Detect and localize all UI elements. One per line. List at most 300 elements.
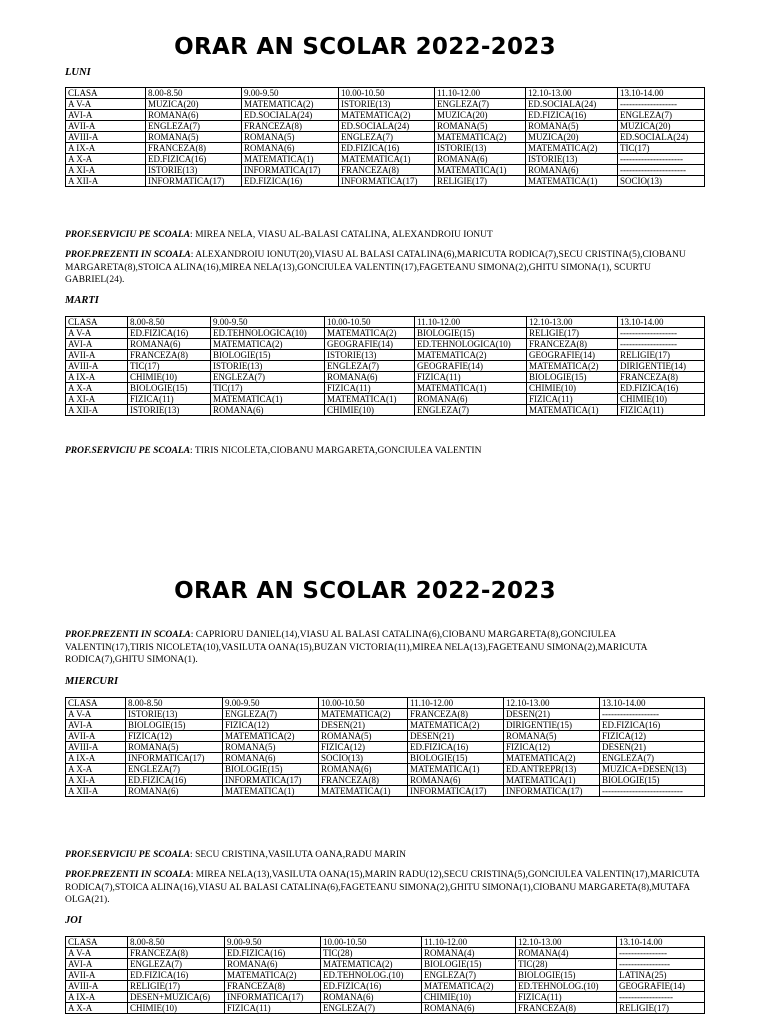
subject-cell: FIZICA(11) bbox=[527, 394, 618, 405]
subject-cell: ------------------- bbox=[600, 709, 705, 720]
subject-cell: INFORMATICA(17) bbox=[223, 775, 319, 786]
subject-cell: FIZICA(12) bbox=[223, 720, 319, 731]
subject-cell: FIZICA(11) bbox=[415, 372, 527, 383]
header-time-slot: 10.00-10.50 bbox=[321, 937, 422, 948]
subject-cell: GEOGRAFIE(14) bbox=[617, 981, 705, 992]
subject-cell: INFORMATICA(17) bbox=[225, 992, 321, 1003]
subject-cell: ROMANA(5) bbox=[526, 121, 618, 132]
subject-cell: ROMANA(6) bbox=[128, 339, 211, 350]
subject-cell: ISTORIE(13) bbox=[325, 350, 415, 361]
header-time-slot: 11.10-12.00 bbox=[408, 698, 504, 709]
subject-cell: CHIMIE(10) bbox=[618, 394, 705, 405]
subject-cell: ------------------- bbox=[618, 328, 705, 339]
subject-cell: ISTORIE(13) bbox=[211, 361, 325, 372]
table-row bbox=[66, 753, 705, 764]
subject-cell: RELIGIE(17) bbox=[435, 176, 526, 187]
prezenti-label: PROF.PREZENTI IN SCOALA bbox=[65, 870, 191, 880]
subject-cell: MATEMATICA(2) bbox=[319, 709, 408, 720]
subject-cell: RELIGIE(17) bbox=[617, 1003, 705, 1014]
subject-cell: DESEN+MUZICA(6) bbox=[128, 992, 225, 1003]
serviciu-luni: PROF.SERVICIU PE SCOALA: MIREA NELA, VIASU AL-BALASI CATALINA, ALEXANDROIU IONUT bbox=[65, 230, 493, 240]
class-cell: AVIII-A bbox=[66, 981, 128, 992]
subject-cell: ED.FIZICA(16) bbox=[242, 176, 339, 187]
class-cell: A IX-A bbox=[66, 753, 126, 764]
header-row bbox=[66, 317, 705, 328]
subject-cell: MATEMATICA(1) bbox=[526, 176, 618, 187]
class-cell: AVIII-A bbox=[66, 361, 128, 372]
subject-cell: TIC(28) bbox=[516, 959, 617, 970]
subject-cell: MATEMATICA(2) bbox=[211, 339, 325, 350]
class-cell: AVII-A bbox=[66, 121, 146, 132]
subject-cell: MATEMATICA(2) bbox=[504, 753, 600, 764]
header-time-slot: 12.10-13.00 bbox=[526, 88, 618, 99]
subject-cell: ROMANA(6) bbox=[526, 165, 618, 176]
class-cell: A V-A bbox=[66, 709, 126, 720]
subject-cell: ROMANA(5) bbox=[126, 742, 223, 753]
table-row bbox=[66, 394, 705, 405]
subject-cell: BIOLOGIE(15) bbox=[422, 959, 516, 970]
subject-cell: SOCIO(13) bbox=[618, 176, 705, 187]
serviciu-names: SECU CRISTINA,VASILUTA OANA,RADU MARIN bbox=[192, 850, 407, 860]
subject-cell: MATEMATICA(1) bbox=[211, 394, 325, 405]
class-cell: A XII-A bbox=[66, 786, 126, 797]
subject-cell: MATEMATICA(2) bbox=[526, 143, 618, 154]
subject-cell: TIC(17) bbox=[211, 383, 325, 394]
class-cell: A XII-A bbox=[66, 176, 146, 187]
subject-cell: ENGLEZA(7) bbox=[146, 121, 242, 132]
table-row bbox=[66, 165, 705, 176]
subject-cell: BIOLOGIE(15) bbox=[223, 764, 319, 775]
table-row bbox=[66, 1003, 705, 1014]
subject-cell: --------------------------- bbox=[600, 786, 705, 797]
subject-cell: ROMANA(6) bbox=[422, 1003, 516, 1014]
subject-cell: --------------------- bbox=[618, 154, 705, 165]
header-time-slot: 13.10-14.00 bbox=[618, 317, 705, 328]
subject-cell: ED.FIZICA(16) bbox=[600, 720, 705, 731]
header-time-slot: 13.10-14.00 bbox=[617, 937, 705, 948]
prezenti-luni: PROF.PREZENTI IN SCOALA: ALEXANDROIU IONUT(20),VIASU AL BALASI CATALINA(6),MARICUTA RODICA(7),SECU CRISTINA(5),CIOBANU MARGARETA(8),STOICA ALINA(16),MIREA NELA(13),GONCIULEA VALENTIN(17),FAGETEANU SIMONA(2),GHITU SIMONA(1), SCURTU GABRIEL(24). bbox=[65, 250, 686, 285]
class-cell: A XII-A bbox=[66, 405, 128, 416]
table-row bbox=[66, 121, 705, 132]
subject-cell: ENGLEZA(7) bbox=[422, 970, 516, 981]
table-row bbox=[66, 143, 705, 154]
subject-cell: MUZICA(20) bbox=[618, 121, 705, 132]
subject-cell: CHIMIE(10) bbox=[128, 1003, 225, 1014]
header-time-slot: 9.00-9.50 bbox=[242, 88, 339, 99]
subject-cell: MATEMATICA(2) bbox=[325, 328, 415, 339]
table-row bbox=[66, 731, 705, 742]
table-row bbox=[66, 981, 705, 992]
subject-cell: ROMANA(4) bbox=[422, 948, 516, 959]
class-cell: AVI-A bbox=[66, 959, 128, 970]
prezenti-page2: PROF.PREZENTI IN SCOALA: CAPRIORU DANIEL(14),VIASU AL BALASI CATALINA(6),CIOBANU MARGARETA(8),GONCIULEA VALENTIN(17),TIRIS NICOLETA(10),VASILUTA OANA(15),BUZAN VICTORIA(11),MIREA NELA(13),FAGETEANU SIMONA(2),MARICUTA RODICA(7),GHITU SIMONA(1). bbox=[65, 630, 648, 665]
header-time-slot: 12.10-13.00 bbox=[527, 317, 618, 328]
subject-cell: ROMANA(6) bbox=[242, 143, 339, 154]
subject-cell: INFORMATICA(17) bbox=[242, 165, 339, 176]
table-row bbox=[66, 786, 705, 797]
header-time-slot: 12.10-13.00 bbox=[516, 937, 617, 948]
subject-cell: MATEMATICA(1) bbox=[408, 764, 504, 775]
subject-cell: ROMANA(4) bbox=[516, 948, 617, 959]
subject-cell: ISTORIE(13) bbox=[146, 165, 242, 176]
subject-cell: ENGLEZA(7) bbox=[128, 959, 225, 970]
subject-cell: DIRIGENTIE(14) bbox=[618, 361, 705, 372]
subject-cell: ROMANA(5) bbox=[435, 121, 526, 132]
subject-cell: TIC(17) bbox=[618, 143, 705, 154]
subject-cell: ENGLEZA(7) bbox=[325, 361, 415, 372]
header-time-slot: 8.00-8.50 bbox=[128, 937, 225, 948]
subject-cell: MATEMATICA(1) bbox=[339, 154, 435, 165]
subject-cell: ED.ANTREPR(13) bbox=[504, 764, 600, 775]
subject-cell: BIOLOGIE(15) bbox=[408, 753, 504, 764]
table-row bbox=[66, 959, 705, 970]
subject-cell: ED.FIZICA(16) bbox=[126, 775, 223, 786]
table-row bbox=[66, 99, 705, 110]
subject-cell: ROMANA(5) bbox=[319, 731, 408, 742]
subject-cell: ENGLEZA(7) bbox=[339, 132, 435, 143]
class-cell: AVIII-A bbox=[66, 132, 146, 143]
subject-cell: ISTORIE(13) bbox=[126, 709, 223, 720]
subject-cell: ROMANA(5) bbox=[223, 742, 319, 753]
subject-cell: ENGLEZA(7) bbox=[415, 405, 527, 416]
prezenti-miercuri: PROF.PREZENTI IN SCOALA: MIREA NELA(13),VASILUTA OANA(15),MARIN RADU(12),SECU CRISTINA(5),GONCIULEA VALENTIN(17),MARICUTA RODICA(7),STOICA ALINA(16),VIASU AL BALASI CATALINA(6),FAGETEANU SIMONA(2),GHITU SIMONA(1),CIOBANU MARGARETA(8),MUTAFA OLGA(21). bbox=[65, 870, 700, 905]
subject-cell: MATEMATICA(2) bbox=[223, 731, 319, 742]
serviciu-label: PROF.SERVICIU PE SCOALA bbox=[65, 850, 191, 860]
subject-cell: MATEMATICA(1) bbox=[223, 786, 319, 797]
class-cell: A X-A bbox=[66, 1003, 128, 1014]
page-title-2: ORAR AN SCOLAR 2022-2023 bbox=[174, 578, 556, 604]
header-row bbox=[66, 88, 705, 99]
timetable-joi bbox=[65, 936, 705, 1014]
subject-cell: DESEN(21) bbox=[504, 709, 600, 720]
subject-cell: FRANCEZA(8) bbox=[242, 121, 339, 132]
subject-cell: ED.FIZICA(16) bbox=[128, 970, 225, 981]
class-cell: A X-A bbox=[66, 154, 146, 165]
subject-cell: MUZICA+DESEN(13) bbox=[600, 764, 705, 775]
subject-cell: RELIGIE(17) bbox=[527, 328, 618, 339]
subject-cell: ED.FIZICA(16) bbox=[146, 154, 242, 165]
header-clasa: CLASA bbox=[66, 698, 126, 709]
subject-cell: CHIMIE(10) bbox=[527, 383, 618, 394]
header-time-slot: 13.10-14.00 bbox=[618, 88, 705, 99]
subject-cell: FRANCEZA(8) bbox=[319, 775, 408, 786]
subject-cell: ROMANA(6) bbox=[321, 992, 422, 1003]
header-time-slot: 8.00-8.50 bbox=[126, 698, 223, 709]
subject-cell: ---------------------- bbox=[618, 165, 705, 176]
table-row bbox=[66, 720, 705, 731]
class-cell: AVII-A bbox=[66, 970, 128, 981]
header-row bbox=[66, 698, 705, 709]
subject-cell: ------------------ bbox=[617, 992, 705, 1003]
subject-cell: ISTORIE(13) bbox=[435, 143, 526, 154]
header-clasa: CLASA bbox=[66, 317, 128, 328]
subject-cell: MATEMATICA(2) bbox=[527, 361, 618, 372]
subject-cell: FRANCEZA(8) bbox=[146, 143, 242, 154]
header-time-slot: 11.10-12.00 bbox=[422, 937, 516, 948]
subject-cell: ROMANA(6) bbox=[325, 372, 415, 383]
class-cell: AVI-A bbox=[66, 720, 126, 731]
subject-cell: FRANCEZA(8) bbox=[128, 350, 211, 361]
subject-cell: ROMANA(6) bbox=[408, 775, 504, 786]
subject-cell: MUZICA(20) bbox=[146, 99, 242, 110]
subject-cell: ED.TEHNOLOGICA(10) bbox=[415, 339, 527, 350]
subject-cell: CHIMIE(10) bbox=[325, 405, 415, 416]
header-time-slot: 9.00-9.50 bbox=[211, 317, 325, 328]
subject-cell: ROMANA(6) bbox=[415, 394, 527, 405]
subject-cell: BIOLOGIE(15) bbox=[516, 970, 617, 981]
subject-cell: FRANCEZA(8) bbox=[618, 372, 705, 383]
class-cell: AVII-A bbox=[66, 350, 128, 361]
subject-cell: DESEN(21) bbox=[319, 720, 408, 731]
subject-cell: ROMANA(6) bbox=[211, 405, 325, 416]
day-label-miercuri: MIERCURI bbox=[65, 676, 119, 687]
subject-cell: ED.SOCIALA(24) bbox=[339, 121, 435, 132]
subject-cell: FRANCEZA(8) bbox=[339, 165, 435, 176]
subject-cell: MATEMATICA(1) bbox=[527, 405, 618, 416]
day-label-marti: MARTI bbox=[65, 295, 99, 306]
header-time-slot: 10.00-10.50 bbox=[319, 698, 408, 709]
subject-cell: TIC(28) bbox=[321, 948, 422, 959]
subject-cell: FIZICA(11) bbox=[225, 1003, 321, 1014]
subject-cell: BIOLOGIE(15) bbox=[126, 720, 223, 731]
subject-cell: FIZICA(11) bbox=[325, 383, 415, 394]
subject-cell: ------------------- bbox=[618, 339, 705, 350]
subject-cell: DIRIGENTIE(15) bbox=[504, 720, 600, 731]
subject-cell: INFORMATICA(17) bbox=[126, 753, 223, 764]
class-cell: A V-A bbox=[66, 948, 128, 959]
subject-cell: DESEN(21) bbox=[408, 731, 504, 742]
class-cell: AVIII-A bbox=[66, 742, 126, 753]
header-time-slot: 8.00-8.50 bbox=[128, 317, 211, 328]
subject-cell: BIOLOGIE(15) bbox=[211, 350, 325, 361]
subject-cell: MATEMATICA(1) bbox=[319, 786, 408, 797]
timetable-miercuri bbox=[65, 697, 705, 797]
subject-cell: BIOLOGIE(15) bbox=[527, 372, 618, 383]
prezenti-label: PROF.PREZENTI IN SCOALA bbox=[65, 250, 191, 260]
class-cell: AVI-A bbox=[66, 110, 146, 121]
table-row bbox=[66, 339, 705, 350]
subject-cell: INFORMATICA(17) bbox=[408, 786, 504, 797]
header-time-slot: 10.00-10.50 bbox=[325, 317, 415, 328]
subject-cell: BIOLOGIE(15) bbox=[128, 383, 211, 394]
subject-cell: MATEMATICA(2) bbox=[435, 132, 526, 143]
subject-cell: FIZICA(12) bbox=[319, 742, 408, 753]
class-cell: A V-A bbox=[66, 99, 146, 110]
subject-cell: MATEMATICA(2) bbox=[225, 970, 321, 981]
header-time-slot: 9.00-9.50 bbox=[223, 698, 319, 709]
table-row bbox=[66, 328, 705, 339]
serviciu-miercuri: PROF.SERVICIU PE SCOALA: SECU CRISTINA,VASILUTA OANA,RADU MARIN bbox=[65, 850, 407, 860]
subject-cell: RELIGIE(17) bbox=[128, 981, 225, 992]
subject-cell: GEOGRAFIE(14) bbox=[325, 339, 415, 350]
subject-cell: INFORMATICA(17) bbox=[339, 176, 435, 187]
subject-cell: ED.FIZICA(16) bbox=[321, 981, 422, 992]
table-row bbox=[66, 992, 705, 1003]
subject-cell: ROMANA(5) bbox=[504, 731, 600, 742]
table-row bbox=[66, 709, 705, 720]
subject-cell: FIZICA(12) bbox=[126, 731, 223, 742]
subject-cell: RELIGIE(17) bbox=[618, 350, 705, 361]
subject-cell: TIC(17) bbox=[128, 361, 211, 372]
subject-cell: ENGLEZA(7) bbox=[223, 709, 319, 720]
header-row bbox=[66, 937, 705, 948]
class-cell: A XI-A bbox=[66, 394, 128, 405]
subject-cell: MATEMATICA(2) bbox=[242, 99, 339, 110]
class-cell: A X-A bbox=[66, 383, 128, 394]
subject-cell: BIOLOGIE(15) bbox=[600, 775, 705, 786]
subject-cell: FRANCEZA(8) bbox=[225, 981, 321, 992]
class-cell: A IX-A bbox=[66, 143, 146, 154]
subject-cell: MATEMATICA(1) bbox=[325, 394, 415, 405]
serviciu-marti: PROF.SERVICIU PE SCOALA: TIRIS NICOLETA,CIOBANU MARGARETA,GONCIULEA VALENTIN bbox=[65, 446, 482, 456]
subject-cell: MATEMATICA(1) bbox=[504, 775, 600, 786]
subject-cell: GEOGRAFIE(14) bbox=[415, 361, 527, 372]
subject-cell: INFORMATICA(17) bbox=[504, 786, 600, 797]
table-row bbox=[66, 361, 705, 372]
table-row bbox=[66, 970, 705, 981]
subject-cell: BIOLOGIE(15) bbox=[415, 328, 527, 339]
table-row bbox=[66, 110, 705, 121]
table-row bbox=[66, 132, 705, 143]
prezenti-label: PROF.PREZENTI IN SCOALA bbox=[65, 630, 191, 640]
subject-cell: ED.FIZICA(16) bbox=[526, 110, 618, 121]
class-cell: A IX-A bbox=[66, 992, 128, 1003]
subject-cell: ED.FIZICA(16) bbox=[339, 143, 435, 154]
subject-cell: MATEMATICA(1) bbox=[415, 383, 527, 394]
subject-cell: ROMANA(6) bbox=[319, 764, 408, 775]
subject-cell: LATINA(25) bbox=[617, 970, 705, 981]
subject-cell: MATEMATICA(2) bbox=[415, 350, 527, 361]
subject-cell: ED.TEHNOLOG.(10) bbox=[321, 970, 422, 981]
subject-cell: MATEMATICA(2) bbox=[422, 981, 516, 992]
table-row bbox=[66, 372, 705, 383]
subject-cell: ISTORIE(13) bbox=[526, 154, 618, 165]
subject-cell: MATEMATICA(2) bbox=[321, 959, 422, 970]
subject-cell: ED.TEHNOLOG.(10) bbox=[516, 981, 617, 992]
table-row bbox=[66, 775, 705, 786]
header-time-slot: 12.10-13.00 bbox=[504, 698, 600, 709]
table-row bbox=[66, 948, 705, 959]
class-cell: A IX-A bbox=[66, 372, 128, 383]
day-label-joi: JOI bbox=[65, 915, 82, 926]
subject-cell: MUZICA(20) bbox=[435, 110, 526, 121]
subject-cell: FRANCEZA(8) bbox=[527, 339, 618, 350]
subject-cell: ENGLEZA(7) bbox=[618, 110, 705, 121]
subject-cell: ED.SOCIALA(24) bbox=[526, 99, 618, 110]
prezenti-names: ALEXANDROIU IONUT(20),VIASU AL BALASI CATALINA(6),MARICUTA RODICA(7),SECU CRISTINA(5),CIOBANU MARGARETA(8),STOICA ALINA(16),MIREA NELA(13),GONCIULEA VALENTIN(17),FAGETEANU SIMONA(2),GHITU SIMONA(1), SCURTU GABRIEL(24). bbox=[65, 250, 686, 285]
header-clasa: CLASA bbox=[66, 88, 146, 99]
header-clasa: CLASA bbox=[66, 937, 128, 948]
class-cell: A V-A bbox=[66, 328, 128, 339]
subject-cell: CHIMIE(10) bbox=[128, 372, 211, 383]
subject-cell: ED.FIZICA(16) bbox=[618, 383, 705, 394]
serviciu-names: TIRIS NICOLETA,CIOBANU MARGARETA,GONCIULEA VALENTIN bbox=[192, 446, 482, 456]
subject-cell: FIZICA(12) bbox=[504, 742, 600, 753]
prezenti-names: CAPRIORU DANIEL(14),VIASU AL BALASI CATALINA(6),CIOBANU MARGARETA(8),GONCIULEA VALENTIN(17),TIRIS NICOLETA(10),VASILUTA OANA(15),BUZAN VICTORIA(11),MIREA NELA(13),FAGETEANU SIMONA(2),MARICUTA RODICA(7),GHITU SIMONA(1). bbox=[65, 630, 648, 665]
subject-cell: ED.SOCIALA(24) bbox=[242, 110, 339, 121]
table-row bbox=[66, 176, 705, 187]
subject-cell: FIZICA(11) bbox=[128, 394, 211, 405]
subject-cell: ED.FIZICA(16) bbox=[128, 328, 211, 339]
subject-cell: FRANCEZA(8) bbox=[128, 948, 225, 959]
subject-cell: ----------------- bbox=[617, 959, 705, 970]
subject-cell: ED.SOCIALA(24) bbox=[618, 132, 705, 143]
subject-cell: DESEN(21) bbox=[600, 742, 705, 753]
page-title: ORAR AN SCOLAR 2022-2023 bbox=[174, 34, 556, 60]
subject-cell: GEOGRAFIE(14) bbox=[527, 350, 618, 361]
subject-cell: ENGLEZA(7) bbox=[321, 1003, 422, 1014]
subject-cell: MATEMATICA(2) bbox=[408, 720, 504, 731]
subject-cell: ISTORIE(13) bbox=[128, 405, 211, 416]
subject-cell: ROMANA(5) bbox=[242, 132, 339, 143]
subject-cell: ISTORIE(13) bbox=[339, 99, 435, 110]
class-cell: AVI-A bbox=[66, 339, 128, 350]
subject-cell: MUZICA(20) bbox=[526, 132, 618, 143]
subject-cell: ROMANA(5) bbox=[146, 132, 242, 143]
table-row bbox=[66, 154, 705, 165]
timetable-luni bbox=[65, 87, 705, 187]
subject-cell: FRANCEZA(8) bbox=[516, 1003, 617, 1014]
subject-cell: INFORMATICA(17) bbox=[146, 176, 242, 187]
header-time-slot: 9.00-9.50 bbox=[225, 937, 321, 948]
subject-cell: ED.FIZICA(16) bbox=[408, 742, 504, 753]
serviciu-label: PROF.SERVICIU PE SCOALA bbox=[65, 446, 191, 456]
subject-cell: ED.TEHNOLOGICA(10) bbox=[211, 328, 325, 339]
timetable-marti bbox=[65, 316, 705, 416]
header-time-slot: 11.10-12.00 bbox=[435, 88, 526, 99]
subject-cell: FIZICA(12) bbox=[600, 731, 705, 742]
prezenti-names: MIREA NELA(13),VASILUTA OANA(15),MARIN RADU(12),SECU CRISTINA(5),GONCIULEA VALENTIN(17),MARICUTA RODICA(7),STOICA ALINA(16),VIASU AL BALASI CATALINA(6),FAGETEANU SIMONA(2),GHITU SIMONA(1),CIOBANU MARGARETA(8),MUTAFA OLGA(21). bbox=[65, 870, 700, 905]
day-label-luni: LUNI bbox=[65, 67, 91, 78]
table-row bbox=[66, 764, 705, 775]
header-time-slot: 11.10-12.00 bbox=[415, 317, 527, 328]
subject-cell: ------------------- bbox=[618, 99, 705, 110]
subject-cell: ENGLEZA(7) bbox=[211, 372, 325, 383]
subject-cell: ENGLEZA(7) bbox=[435, 99, 526, 110]
class-cell: A X-A bbox=[66, 764, 126, 775]
class-cell: A XI-A bbox=[66, 165, 146, 176]
table-row bbox=[66, 383, 705, 394]
subject-cell: ---------------- bbox=[617, 948, 705, 959]
subject-cell: CHIMIE(10) bbox=[422, 992, 516, 1003]
subject-cell: MATEMATICA(2) bbox=[339, 110, 435, 121]
subject-cell: ENGLEZA(7) bbox=[126, 764, 223, 775]
subject-cell: ROMANA(6) bbox=[126, 786, 223, 797]
subject-cell: ROMANA(6) bbox=[223, 753, 319, 764]
header-time-slot: 10.00-10.50 bbox=[339, 88, 435, 99]
subject-cell: ROMANA(6) bbox=[225, 959, 321, 970]
subject-cell: MATEMATICA(1) bbox=[435, 165, 526, 176]
header-time-slot: 13.10-14.00 bbox=[600, 698, 705, 709]
subject-cell: FIZICA(11) bbox=[516, 992, 617, 1003]
subject-cell: FRANCEZA(8) bbox=[408, 709, 504, 720]
subject-cell: ROMANA(6) bbox=[146, 110, 242, 121]
table-row bbox=[66, 350, 705, 361]
subject-cell: ED.FIZICA(16) bbox=[225, 948, 321, 959]
serviciu-label: PROF.SERVICIU PE SCOALA bbox=[65, 230, 191, 240]
subject-cell: MATEMATICA(1) bbox=[242, 154, 339, 165]
class-cell: AVII-A bbox=[66, 731, 126, 742]
subject-cell: SOCIO(13) bbox=[319, 753, 408, 764]
table-row bbox=[66, 405, 705, 416]
table-row bbox=[66, 742, 705, 753]
header-time-slot: 8.00-8.50 bbox=[146, 88, 242, 99]
class-cell: A XI-A bbox=[66, 775, 126, 786]
subject-cell: ROMANA(6) bbox=[435, 154, 526, 165]
subject-cell: ENGLEZA(7) bbox=[600, 753, 705, 764]
subject-cell: FIZICA(11) bbox=[618, 405, 705, 416]
serviciu-names: MIREA NELA, VIASU AL-BALASI CATALINA, ALEXANDROIU IONUT bbox=[192, 230, 493, 240]
